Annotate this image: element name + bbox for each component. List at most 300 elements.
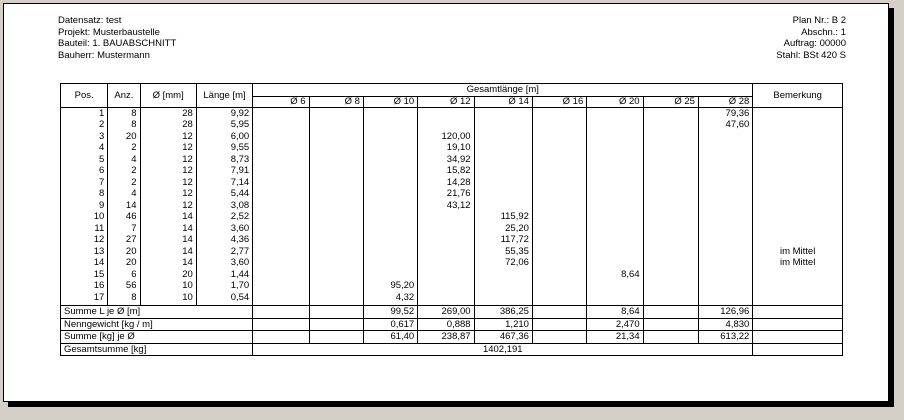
cell-d6 [253, 142, 309, 154]
cell-anz: 2 [108, 142, 140, 154]
summary-cell-d12: 269,00 [418, 306, 474, 319]
cell-anz: 8 [108, 119, 140, 131]
cell-bem [753, 165, 843, 177]
cell-dia: 14 [140, 257, 196, 269]
cell-d10 [363, 200, 417, 212]
cell-d10: 4,32 [363, 292, 417, 306]
bauteil-line: Bauteil: 1. BAUABSCHNITT [58, 38, 177, 49]
cell-d8 [309, 234, 363, 246]
table-row [61, 119, 843, 131]
grand-total-value: 1402,191 [253, 343, 753, 356]
cell-d6 [253, 200, 309, 212]
cell-d16 [532, 131, 586, 143]
col-header-laenge: Länge [m] [196, 84, 252, 108]
cell-d14 [474, 107, 532, 119]
summary-cell-d10: 0,617 [363, 318, 417, 331]
summary-cell-d25 [643, 331, 698, 344]
cell-d28: 79,36 [698, 107, 752, 119]
cell-d16 [532, 119, 586, 131]
cell-d16 [532, 292, 586, 306]
cell-d10 [363, 165, 417, 177]
cell-pos: 5 [61, 154, 108, 166]
cell-dia: 14 [140, 234, 196, 246]
summary-cell-d20: 21,34 [587, 331, 643, 344]
cell-anz: 8 [108, 107, 140, 119]
cell-d8 [309, 165, 363, 177]
cell-d10 [363, 119, 417, 131]
cell-d8 [309, 142, 363, 154]
cell-d10: 95,20 [363, 280, 417, 292]
cell-anz: 20 [108, 257, 140, 269]
cell-d28: 47,60 [698, 119, 752, 131]
cell-d16 [532, 246, 586, 258]
cell-len: 4,36 [196, 234, 252, 246]
table-summary [61, 306, 843, 356]
cell-len: 8,73 [196, 154, 252, 166]
summary-cell-d12: 0,888 [418, 318, 474, 331]
cell-d8 [309, 269, 363, 281]
cell-d28 [698, 154, 752, 166]
cell-d8 [309, 257, 363, 269]
cell-d20 [587, 107, 643, 119]
cell-d25 [643, 119, 698, 131]
cell-bem [753, 107, 843, 119]
summary-cell-bemerkung [753, 331, 843, 344]
cell-d6 [253, 131, 309, 143]
cell-pos: 4 [61, 142, 108, 154]
cell-len: 5,44 [196, 188, 252, 200]
cell-pos: 8 [61, 188, 108, 200]
cell-d10 [363, 211, 417, 223]
cell-d8 [309, 211, 363, 223]
cell-d12 [418, 107, 474, 119]
summary-cell-bemerkung [753, 318, 843, 331]
cell-d12 [418, 269, 474, 281]
table-row [61, 246, 843, 258]
col-header-pos: Pos. [61, 84, 108, 108]
grand-total-bemerkung [753, 343, 843, 356]
cell-d12 [418, 257, 474, 269]
summary-cell-d16 [532, 318, 586, 331]
cell-len: 1,44 [196, 269, 252, 281]
cell-bem [753, 211, 843, 223]
cell-d8 [309, 131, 363, 143]
cell-dia: 12 [140, 154, 196, 166]
summary-cell-d14: 1,210 [474, 318, 532, 331]
cell-bem [753, 292, 843, 306]
bauherr-line: Bauherr: Mustermann [58, 49, 150, 61]
cell-d6 [253, 257, 309, 269]
cell-d14: 117,72 [474, 234, 532, 246]
cell-d20 [587, 200, 643, 212]
cell-d16 [532, 142, 586, 154]
summary-cell-d20: 8,64 [587, 306, 643, 319]
header-right [776, 15, 846, 61]
cell-d25 [643, 280, 698, 292]
table-row [61, 131, 843, 143]
cell-bem [753, 142, 843, 154]
cell-anz: 27 [108, 234, 140, 246]
cell-bem [753, 177, 843, 189]
cell-anz: 7 [108, 223, 140, 235]
summary-cell-d28: 4,830 [698, 318, 752, 331]
cell-d8 [309, 188, 363, 200]
col-header-bemerkung: Bemerkung [753, 84, 843, 108]
cell-dia: 12 [140, 177, 196, 189]
cell-d20: 8,64 [587, 269, 643, 281]
cell-d28 [698, 292, 752, 306]
summary-cell-d8 [309, 318, 363, 331]
cell-dia: 14 [140, 211, 196, 223]
cell-d20 [587, 234, 643, 246]
cell-d8 [309, 154, 363, 166]
summary-row [61, 306, 843, 319]
cell-pos: 7 [61, 177, 108, 189]
table-body [61, 107, 843, 306]
cell-d6 [253, 269, 309, 281]
cell-dia: 28 [140, 107, 196, 119]
table-row [61, 165, 843, 177]
cell-d16 [532, 165, 586, 177]
cell-d12 [418, 119, 474, 131]
cell-d25 [643, 154, 698, 166]
stahl-line: Stahl: BSt 420 S [776, 49, 846, 61]
cell-len: 2,52 [196, 211, 252, 223]
cell-dia: 28 [140, 119, 196, 131]
cell-d6 [253, 119, 309, 131]
cell-d8 [309, 246, 363, 258]
cell-d14 [474, 280, 532, 292]
cell-d28 [698, 142, 752, 154]
cell-d16 [532, 280, 586, 292]
cell-bem: im Mittel [753, 257, 843, 269]
cell-d12 [418, 234, 474, 246]
cell-d6 [253, 234, 309, 246]
cell-dia: 12 [140, 188, 196, 200]
cell-bem [753, 188, 843, 200]
cell-d25 [643, 165, 698, 177]
table-row [61, 107, 843, 119]
cell-d20 [587, 177, 643, 189]
cell-d6 [253, 107, 309, 119]
cell-d28 [698, 200, 752, 212]
cell-pos: 15 [61, 269, 108, 281]
cell-d10 [363, 257, 417, 269]
table-row [61, 188, 843, 200]
cell-d10 [363, 177, 417, 189]
cell-anz: 6 [108, 269, 140, 281]
col-header-d6: Ø 6 [253, 96, 309, 107]
cell-len: 6,00 [196, 131, 252, 143]
auftrag-line: Auftrag: 00000 [783, 38, 846, 49]
cell-anz: 2 [108, 177, 140, 189]
table-row [61, 234, 843, 246]
cell-pos: 3 [61, 131, 108, 143]
cell-d28 [698, 211, 752, 223]
cell-len: 7,91 [196, 165, 252, 177]
cell-d10 [363, 131, 417, 143]
summary-cell-d10: 99,52 [363, 306, 417, 319]
cell-d6 [253, 165, 309, 177]
cell-d20 [587, 131, 643, 143]
col-header-d20: Ø 20 [587, 96, 643, 107]
cell-d20 [587, 142, 643, 154]
table-row [61, 269, 843, 281]
cell-d8 [309, 223, 363, 235]
cell-d10 [363, 107, 417, 119]
cell-d20 [587, 211, 643, 223]
cell-d20 [587, 223, 643, 235]
cell-d25 [643, 223, 698, 235]
cell-d10 [363, 234, 417, 246]
cell-dia: 14 [140, 223, 196, 235]
plan-nr-line: Plan Nr.: B 2 [792, 15, 846, 26]
summary-label: Summe [kg] je Ø [61, 331, 253, 344]
cell-dia: 12 [140, 142, 196, 154]
cell-d14 [474, 188, 532, 200]
cell-d28 [698, 246, 752, 258]
cell-d25 [643, 234, 698, 246]
cell-pos: 12 [61, 234, 108, 246]
summary-cell-d10: 61,40 [363, 331, 417, 344]
document-page [3, 3, 889, 402]
cell-d14 [474, 200, 532, 212]
col-header-anz: Anz. [108, 84, 140, 108]
cell-d10 [363, 142, 417, 154]
table-row [61, 142, 843, 154]
cell-d28 [698, 165, 752, 177]
cell-len: 3,60 [196, 223, 252, 235]
cell-d20 [587, 280, 643, 292]
summary-label: Summe L je Ø [m] [61, 306, 253, 319]
summary-cell-d28: 126,96 [698, 306, 752, 319]
cell-d14 [474, 269, 532, 281]
cell-dia: 10 [140, 292, 196, 306]
cell-d16 [532, 223, 586, 235]
cell-len: 0,54 [196, 292, 252, 306]
cell-d12 [418, 292, 474, 306]
cell-pos: 1 [61, 107, 108, 119]
summary-cell-d14: 467,36 [474, 331, 532, 344]
cell-dia: 20 [140, 269, 196, 281]
cell-d16 [532, 200, 586, 212]
cell-anz: 56 [108, 280, 140, 292]
table-row [61, 177, 843, 189]
cell-d8 [309, 107, 363, 119]
cell-dia: 12 [140, 165, 196, 177]
cell-pos: 9 [61, 200, 108, 212]
cell-d14 [474, 142, 532, 154]
cell-bem [753, 269, 843, 281]
cell-pos: 17 [61, 292, 108, 306]
cell-d16 [532, 234, 586, 246]
cell-anz: 8 [108, 292, 140, 306]
cell-d25 [643, 246, 698, 258]
summary-cell-bemerkung [753, 306, 843, 319]
col-header-diameter: Ø [mm] [140, 84, 196, 108]
cell-d6 [253, 177, 309, 189]
cell-d14 [474, 154, 532, 166]
cell-pos: 14 [61, 257, 108, 269]
summary-cell-d12: 238,87 [418, 331, 474, 344]
cell-d16 [532, 211, 586, 223]
cell-bem [753, 234, 843, 246]
table-row [61, 211, 843, 223]
cell-pos: 2 [61, 119, 108, 131]
cell-d14 [474, 119, 532, 131]
cell-anz: 2 [108, 165, 140, 177]
cell-d28 [698, 280, 752, 292]
cell-d8 [309, 200, 363, 212]
cell-d6 [253, 223, 309, 235]
summary-cell-d25 [643, 318, 698, 331]
cell-d16 [532, 154, 586, 166]
cell-d12 [418, 280, 474, 292]
cell-d8 [309, 280, 363, 292]
cell-d12: 19,10 [418, 142, 474, 154]
abschnitt-line: Abschn.: 1 [801, 26, 846, 38]
rebar-schedule-table [60, 83, 843, 356]
cell-d25 [643, 131, 698, 143]
cell-d25 [643, 257, 698, 269]
cell-d25 [643, 211, 698, 223]
cell-dia: 12 [140, 131, 196, 143]
summary-cell-d14: 386,25 [474, 306, 532, 319]
cell-d12: 43,12 [418, 200, 474, 212]
cell-d20 [587, 257, 643, 269]
cell-d28 [698, 269, 752, 281]
cell-d16 [532, 177, 586, 189]
cell-d12: 14,28 [418, 177, 474, 189]
cell-bem [753, 223, 843, 235]
cell-d16 [532, 257, 586, 269]
table-row [61, 292, 843, 306]
summary-cell-d6 [253, 318, 309, 331]
cell-d8 [309, 119, 363, 131]
projekt-line: Projekt: Musterbaustelle [58, 26, 160, 38]
cell-len: 3,60 [196, 257, 252, 269]
cell-d12 [418, 246, 474, 258]
cell-d14 [474, 292, 532, 306]
cell-len: 9,92 [196, 107, 252, 119]
cell-pos: 10 [61, 211, 108, 223]
summary-cell-d16 [532, 331, 586, 344]
cell-d12: 120,00 [418, 131, 474, 143]
cell-d8 [309, 292, 363, 306]
cell-d20 [587, 188, 643, 200]
summary-cell-d8 [309, 306, 363, 319]
cell-d20 [587, 292, 643, 306]
cell-d14: 115,92 [474, 211, 532, 223]
summary-label: Nenngewicht [kg / m] [61, 318, 253, 331]
summary-cell-d16 [532, 306, 586, 319]
cell-len: 1,70 [196, 280, 252, 292]
summary-cell-d20: 2,470 [587, 318, 643, 331]
cell-d14 [474, 177, 532, 189]
cell-dia: 10 [140, 280, 196, 292]
cell-bem: im Mittel [753, 246, 843, 258]
summary-row [61, 318, 843, 331]
cell-d14: 72,06 [474, 257, 532, 269]
cell-d10 [363, 154, 417, 166]
cell-d12: 34,92 [418, 154, 474, 166]
cell-d6 [253, 246, 309, 258]
col-header-d25: Ø 25 [643, 96, 698, 107]
cell-d14 [474, 165, 532, 177]
cell-d12 [418, 211, 474, 223]
cell-anz: 20 [108, 131, 140, 143]
col-header-d12: Ø 12 [418, 96, 474, 107]
cell-d14: 25,20 [474, 223, 532, 235]
cell-d28 [698, 234, 752, 246]
summary-cell-d8 [309, 331, 363, 344]
summary-cell-d25 [643, 306, 698, 319]
cell-d16 [532, 269, 586, 281]
cell-bem [753, 280, 843, 292]
cell-anz: 4 [108, 188, 140, 200]
header-left [58, 15, 176, 61]
cell-anz: 46 [108, 211, 140, 223]
cell-dia: 14 [140, 246, 196, 258]
cell-d10 [363, 246, 417, 258]
cell-d28 [698, 177, 752, 189]
cell-d28 [698, 188, 752, 200]
cell-pos: 6 [61, 165, 108, 177]
table-row [61, 200, 843, 212]
datensatz-line: Datensatz: test [58, 15, 122, 26]
cell-d10 [363, 269, 417, 281]
cell-d6 [253, 280, 309, 292]
cell-len: 9,55 [196, 142, 252, 154]
summary-cell-d28: 613,22 [698, 331, 752, 344]
cell-d6 [253, 188, 309, 200]
cell-d25 [643, 107, 698, 119]
cell-bem [753, 119, 843, 131]
col-header-d14: Ø 14 [474, 96, 532, 107]
cell-anz: 4 [108, 154, 140, 166]
cell-pos: 16 [61, 280, 108, 292]
cell-d20 [587, 165, 643, 177]
grand-total-row [61, 343, 843, 356]
cell-pos: 13 [61, 246, 108, 258]
col-header-d28: Ø 28 [698, 96, 752, 107]
cell-bem [753, 200, 843, 212]
col-header-d8: Ø 8 [309, 96, 363, 107]
cell-d10 [363, 223, 417, 235]
cell-d6 [253, 154, 309, 166]
table-row [61, 280, 843, 292]
cell-d12 [418, 223, 474, 235]
cell-d6 [253, 211, 309, 223]
cell-d28 [698, 223, 752, 235]
cell-pos: 11 [61, 223, 108, 235]
cell-d25 [643, 142, 698, 154]
col-header-d16: Ø 16 [532, 96, 586, 107]
col-header-d10: Ø 10 [363, 96, 417, 107]
summary-cell-d6 [253, 331, 309, 344]
cell-anz: 14 [108, 200, 140, 212]
cell-len: 5,95 [196, 119, 252, 131]
cell-d28 [698, 257, 752, 269]
cell-d20 [587, 154, 643, 166]
cell-d16 [532, 107, 586, 119]
cell-d25 [643, 269, 698, 281]
cell-d20 [587, 246, 643, 258]
cell-d14 [474, 131, 532, 143]
cell-d20 [587, 119, 643, 131]
grand-total-label: Gesamtsumme [kg] [61, 343, 253, 356]
cell-d6 [253, 292, 309, 306]
